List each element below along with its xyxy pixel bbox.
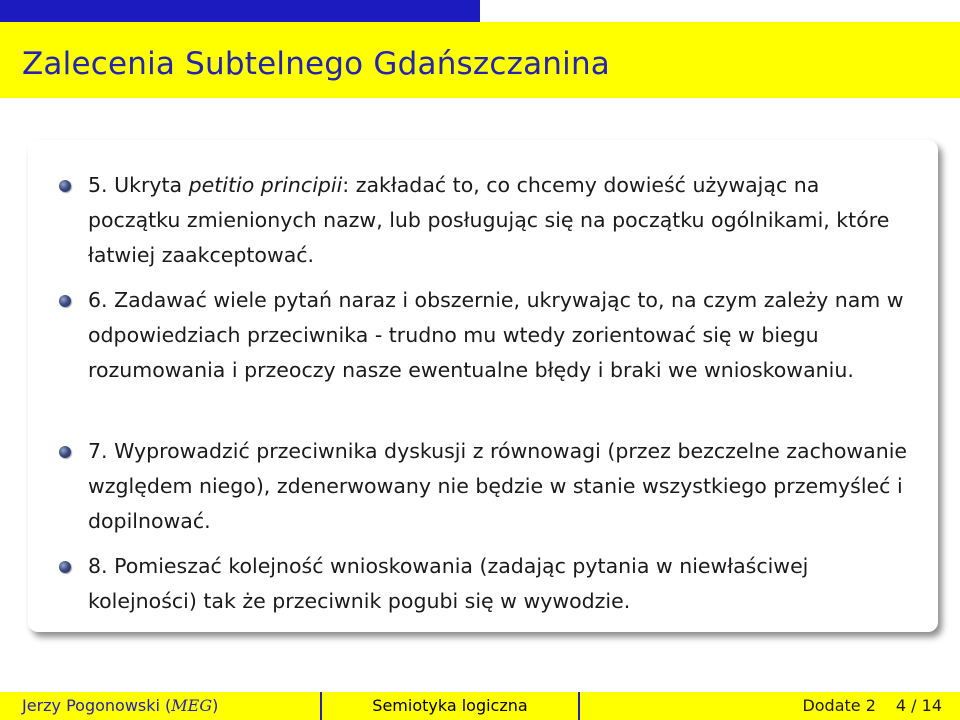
bullet-icon: [59, 561, 71, 573]
item-text: 7. Wyprowadzić przeciwnika dyskusji z równowagi (przez bezczelne zachowanie względem niego), zdenerwowany nie będzie w stanie wszystkiego przemyśleć i dopilnować.: [88, 439, 908, 533]
list-item: [88, 434, 908, 539]
item-text: 8. Pomieszać kolejność wnioskowania (zadając pytania w niewłaściwej kolejności) tak że przeciwnik pogubi się w wywodzie.: [88, 554, 809, 613]
footer-section: Dodate 2: [802, 696, 876, 715]
footer-page-number: 4 / 14: [895, 696, 942, 715]
footer-author-name: Jerzy Pogonowski (: [22, 696, 172, 715]
bullet-icon: [59, 295, 71, 307]
top-strip: [0, 0, 960, 22]
item-emphasis: petitio principii: [188, 173, 343, 197]
top-strip-blue: [0, 0, 480, 22]
footer: [0, 692, 960, 720]
footer-talk-title: Semiotyka logiczna: [322, 692, 578, 720]
top-strip-white: [480, 0, 960, 22]
slide-title: Zalecenia Subtelnego Gdańszczanina: [22, 46, 610, 82]
item-prefix: 5. Ukryta: [88, 173, 189, 197]
list-item: [88, 549, 908, 619]
footer-author-close: ): [212, 696, 219, 715]
footer-author-meg: MEG: [171, 696, 213, 715]
bullet-icon: [59, 446, 71, 458]
list-item: [88, 168, 908, 273]
bullet-icon: [59, 180, 71, 192]
footer-author: [0, 692, 320, 720]
item-text: : zakładać to, co chcemy dowieść używając na początku zmienionych nazw, lub posługując się na początku ogólnikami, które łatwiej zaakceptować.: [88, 173, 890, 267]
item-text: 6. Zadawać wiele pytań naraz i obszernie, ukrywając to, na czym zależy nam w odpowiedziach przeciwnika - trudno mu wtedy zorientować się w biegu rozumowania i przeoczy nasze ewentualne błędy i braki we wnioskowaniu.: [88, 288, 904, 382]
footer-right: [580, 692, 960, 720]
list-item: [88, 283, 908, 388]
